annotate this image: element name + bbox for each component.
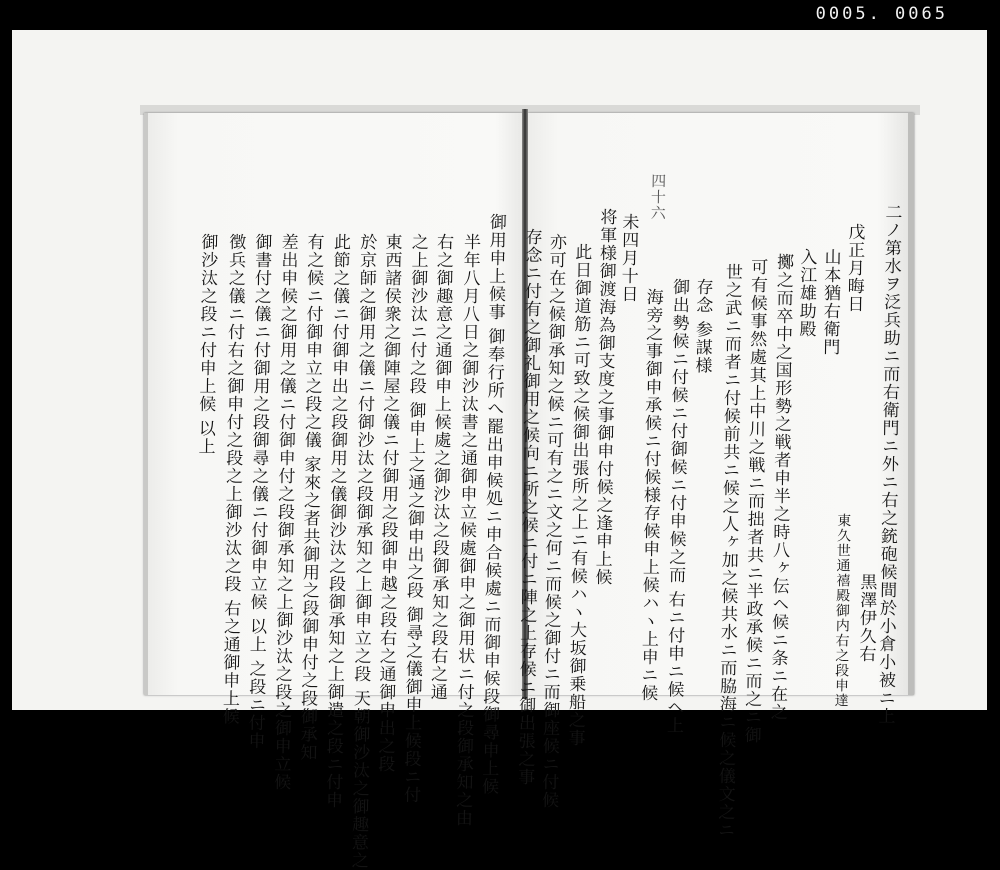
left-column-9: 差出申候之御用之儀ニ付御申付之段御承知之上御沙汰之段之御申立候	[270, 232, 298, 792]
right-column-11: 未四月十日	[617, 212, 639, 304]
left-column-11: 徴兵之儀ニ付右之御申付之段之上御沙汰之段 右之通御申上候	[218, 232, 246, 726]
right-column-2: 戊正月晦日	[843, 222, 865, 314]
left-column-6: 於京師之御用之儀ニ付御沙汰之段御承知之上御申立之段 天朝御沙汰之御趣意之	[347, 232, 377, 870]
left-page	[144, 113, 526, 870]
right-column-12: 将軍様御渡海為御支度之事御申付候之逢申上候	[591, 207, 617, 587]
left-column-5: 東西諸侯衆之御陣屋之儀ニ付御用之段御申越之段右之通御申出之段	[374, 232, 402, 774]
film-mount	[12, 30, 987, 870]
frame-number: 0005. 0065	[815, 4, 948, 24]
right-column-5: 擲之而卒中之国形勢之戦者申半之時八ヶ伝ヘ候ニ条ニ在之	[766, 252, 794, 722]
left-column-3: 右之御趣意之通御申上候處之御沙汰之段御承知之段右之通	[426, 232, 454, 702]
right-column-3: 山本猶右衛門	[819, 247, 841, 357]
right-column-13: 此日御道筋ニ可致之候御出張所之上ニ有候ハヽ大坂御乗船之事	[564, 242, 592, 748]
signature-affiliation: 東久世通禧殿御内右之段申達	[832, 512, 852, 709]
left-column-10: 御書付之儀ニ付御用之段御尋之儀ニ付御申立候 以上 之段ニ付申	[244, 232, 272, 750]
page-number: 四十六	[648, 172, 668, 222]
right-column-10: 海旁之事御申承候ニ付候様存候申上候ハヽ上申ニ候	[637, 287, 663, 703]
left-column-8: 有之候ニ付御申立之段之儀 家來之者共御用之段御申付之段御承知	[296, 232, 324, 762]
left-column-7: 此節之儀ニ付御申出之段御用之儀御沙汰之段御承知之上御遣之段ニ付申	[321, 232, 351, 810]
right-column-6: 可有候事然處其上中川之戦ニ而拙者共ニ半政承候ニ而之ニ御	[740, 257, 768, 745]
left-column-12: 御沙汰之段ニ付申上候 以上	[194, 232, 218, 456]
right-column-1: 二ノ第水ヲ泛兵助ニ而右衛門ニ外ニ右之銃砲候間於小倉小被ニ上	[874, 202, 902, 726]
left-column-1: 御用申上候事 御奉行所へ罷出申候処ニ申合候處ニ而御申候段御尋申上候	[477, 212, 507, 796]
right-column-9: 御出勢候ニ付候ニ付御候ニ付申候之而 右ニ付申ニ候ヘ上	[662, 277, 690, 735]
right-column-8: 存念 参謀様	[691, 277, 713, 375]
left-column-2: 半年八月八日之御沙汰書之通御申立候處御申之御用状ニ付之段御承知之由	[451, 232, 481, 828]
right-column-14: 亦可在之候御承知之候ニ可有之ニ文之何ニ而候之御付ニ而御座候ニ付候	[537, 232, 567, 810]
right-column-7: 世之武ニ而者ニ付候前共ニ候之人ヶ加之候共水ニ而脇海ニ候之儀文之ニ	[713, 262, 743, 840]
right-column-15: 存念ニ付有之御礼御用之候向ニ所之候ニ付ニ陣之上存候ニ御出張之事	[514, 227, 542, 787]
right-page	[514, 113, 914, 840]
signature-name: 黒澤伊久右	[855, 572, 877, 664]
open-book	[140, 105, 920, 870]
left-column-4: 之上御沙汰ニ付之段 御申上之通之御申出之段 御尋之儀御申上候段ニ付	[400, 232, 428, 804]
right-column-4: 入江雄助殿	[795, 247, 817, 339]
